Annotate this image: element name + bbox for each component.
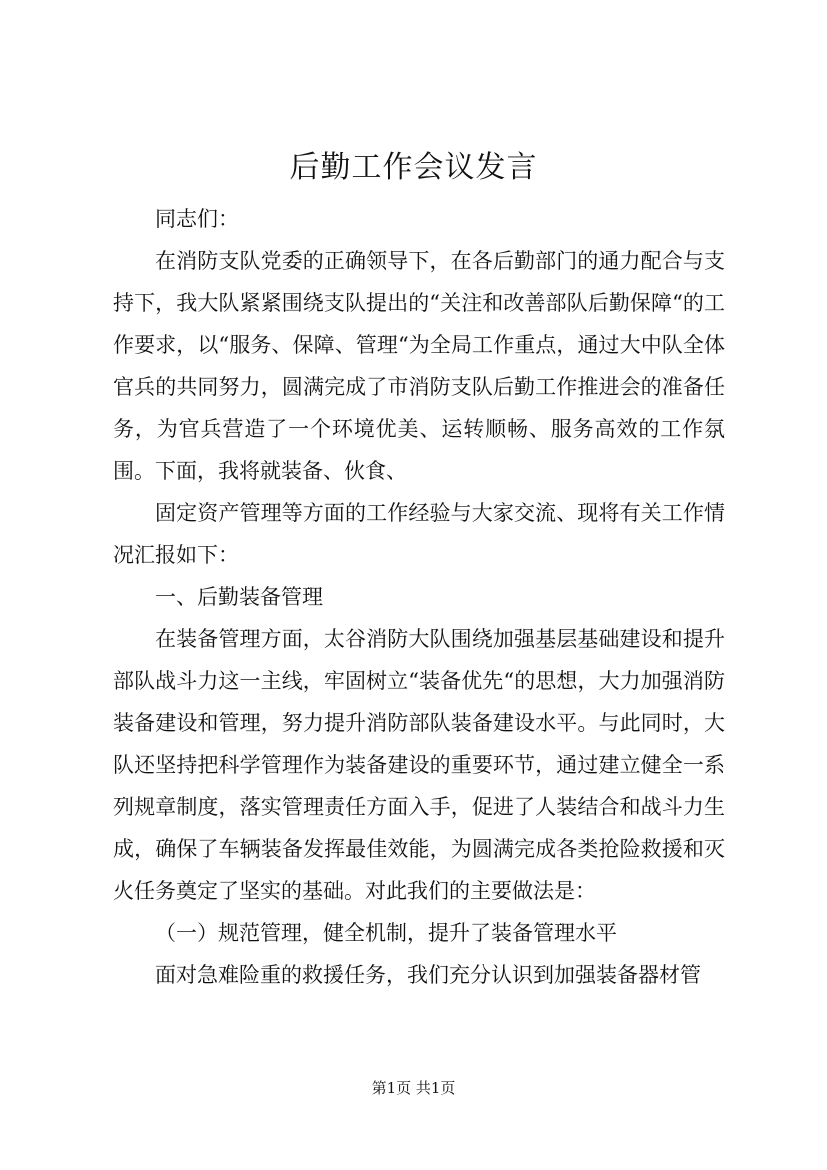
body-paragraph: 在装备管理方面，太谷消防大队围绕加强基层基础建设和提升部队战斗力这一主线，牢固树立“装备优先“的思想，大力加强消防装备建设和管理，努力提升消防部队装备建设水平。与此同时，大队还坚持把科学管理作为装备建设的重要环节，通过建立健全一系列规章制度，落实管理责任方面入手，促进了人装结合和战斗力生成，确保了车辆装备发挥最佳效能，为圆满完成各类抢险救援和灭火任务奠定了坚实的基础。对此我们的主要做法是： xyxy=(113,627,725,903)
page-footer: 第1页 共1页 xyxy=(371,1079,456,1097)
body-paragraph: 固定资产管理等方面的工作经验与大家交流、现将有关工作情况汇报如下： xyxy=(113,501,725,567)
greeting-paragraph: 同志们： xyxy=(155,207,239,231)
body-paragraph: 面对急难险重的救援任务，我们充分认识到加强装备器材管 xyxy=(155,963,701,987)
body-paragraph: 在消防支队党委的正确领导下，在各后勤部门的通力配合与支持下，我大队紧紧围绕支队提出的“关注和改善部队后勤保障“的工作要求，以“服务、保障、管理“为全局工作重点，通过大中队全体官兵的共同努力，圆满完成了市消防支队后勤工作推进会的准备任务，为官兵营造了一个环境优美、运转顺畅、服务高效的工作氛围。下面，我将就装备、伙食、 xyxy=(113,249,725,483)
subsection-heading: （一）规范管理，健全机制，提升了装备管理水平 xyxy=(155,921,617,945)
section-heading: 一、后勤装备管理 xyxy=(155,585,323,609)
document-body xyxy=(113,198,725,996)
document-title: 后勤工作会议发言 xyxy=(289,150,538,185)
